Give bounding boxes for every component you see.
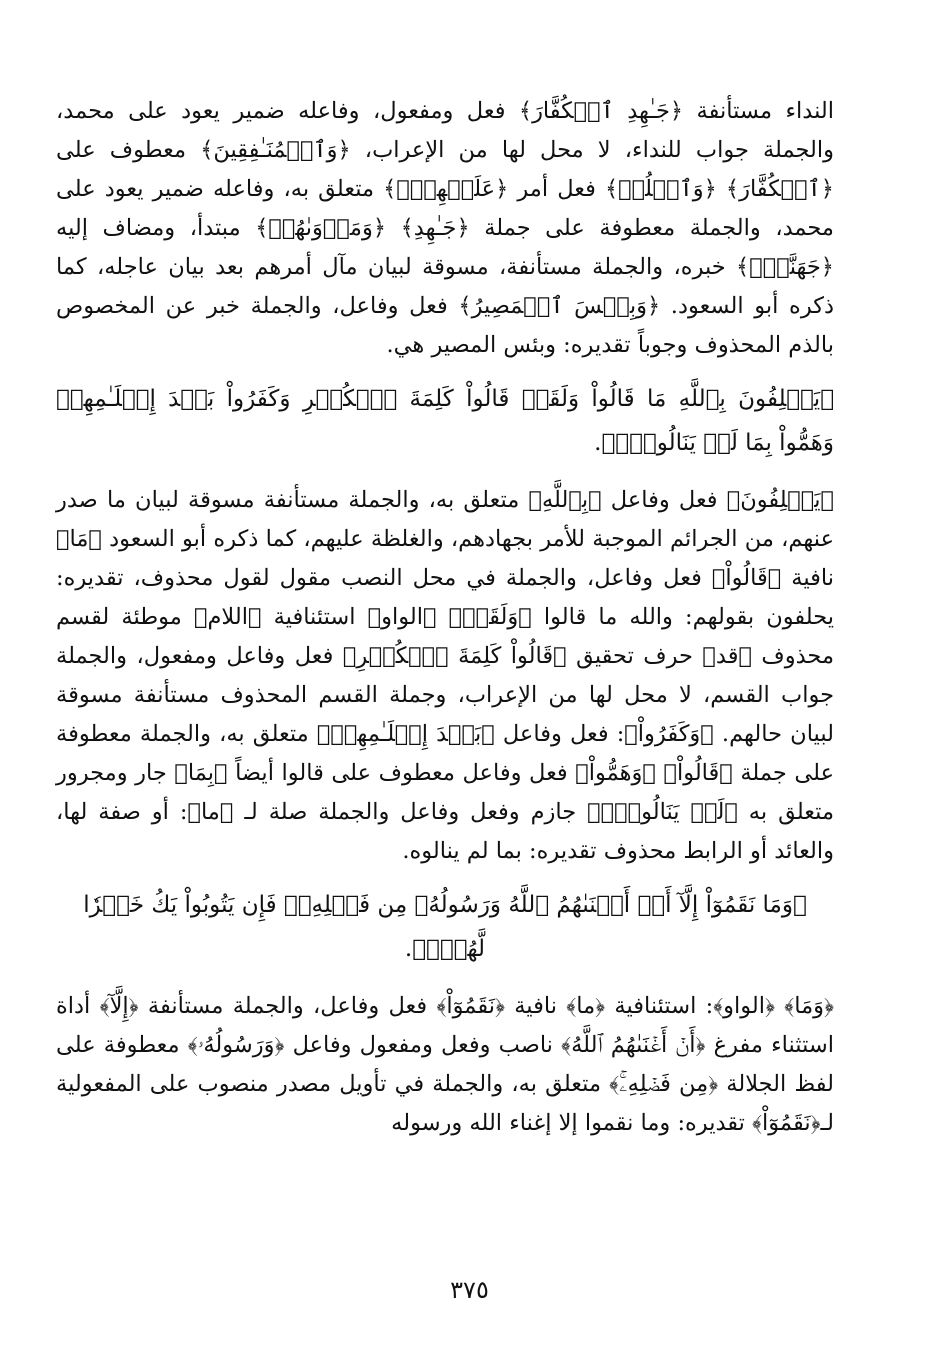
quran-verse-1: ﴿يَحۡلِفُونَ بِٱللَّهِ مَا قَالُواْ وَلَقَدۡ قَالُواْ كَلِمَةَ ٱلۡكُفۡرِ وَكَفَرُواْ بَعۡدَ إِسۡلَـٰمِهِمۡ وَهَمُّواْ بِمَا لَمۡ يَنَالُواْۚ﴾. <box>56 386 834 456</box>
page-number: ٣٧٥ <box>450 1276 489 1304</box>
quran-verse-2: ﴿وَمَا نَقَمُوٓاْ إِلَّآ أَنۡ أَغۡنَىٰهُمُ ٱللَّهُ وَرَسُولُهُۥ مِن فَضۡلِهِۦۚ فَإِن يَتُوبُواْ يَكُ خَيۡرٗا لَّهُمۡۖ﴾. <box>83 892 807 962</box>
paragraph-grammar-2: ﴿يَحۡلِفُونَ﴾ فعل وفاعل ﴿بِٱللَّهِ﴾ متعلق به، والجملة مستأنفة مسوقة لبيان ما صدر عنهم، من الجرائم الموجبة للأمر بجهادهم، والغلظة عليهم، كما ذكره أبو السعود ﴿مَا﴾ نافية ﴿قَالُواْ﴾ فعل وفاعل، والجملة في محل النصب مقول لقول محذوف، تقديره: يحلفون بقولهم: والله ما قالوا ﴿وَلَقَدۡ﴾ ﴿الواو﴾ استئنافية ﴿اللام﴾ موطئة لقسم محذوف ﴿قد﴾ حرف تحقيق ﴿قَالُواْ كَلِمَةَ ٱلۡكُفۡرِ﴾ فعل وفاعل ومفعول، والجملة جواب القسم، لا محل لها من الإعراب، وجملة القسم المحذوف مستأنفة مسوقة لبيان حالهم. ﴿وَكَفَرُواْ﴾: فعل وفاعل ﴿بَعۡدَ إِسۡلَـٰمِهِمۡ﴾ متعلق به، والجملة معطوفة على جملة ﴿قَالُواْ﴾ ﴿وَهَمُّواْ﴾ فعل وفاعل معطوف على قالوا أيضاً ﴿بِمَا﴾ جار ومجرور متعلق به ﴿لَمۡ يَنَالُواْۚ﴾ جازم وفعل وفاعل والجملة صلة لـ ﴿ما﴾: أو صفة لها، والعائد أو الرابط محذوف تقديره: بما لم ينالوه. <box>56 487 834 864</box>
page-body <box>56 92 834 1143</box>
paragraph-grammar-1: النداء مستأنفة ﴿جَـٰهِدِ ٱلۡكُفَّارَ﴾ فعل ومفعول، وفاعله ضمير يعود على محمد، والجملة جواب للنداء، لا محل لها من الإعراب، ﴿وَٱلۡمُنَـٰفِقِينَ﴾ معطوف على ﴿ٱلۡكُفَّارَ﴾ ﴿وَٱغۡلُظۡ﴾ فعل أمر ﴿عَلَيۡهِمۡۚ﴾ متعلق به، وفاعله ضمير يعود على محمد، والجملة معطوفة على جملة ﴿جَـٰهِدِ﴾ ﴿وَمَأۡوَىٰهُمۡ﴾ مبتدأ، ومضاف إليه ﴿جَهَنَّمُۖ﴾ خبره، والجملة مستأنفة، مسوقة لبيان مآل أمرهم بعد بيان عاجله، كما ذكره أبو السعود. ﴿وَبِئۡسَ ٱلۡمَصِيرُ﴾ فعل وفاعل، والجملة خبر عن المخصوص بالذم المحذوف وجوباً تقديره: وبئس المصير هي. <box>56 98 834 358</box>
paragraph-grammar-3: ﴿وَمَا﴾ ﴿الواو﴾: استئنافية ﴿ما﴾ نافية ﴿نَقَمُوٓاْ﴾ فعل وفاعل، والجملة مستأنفة ﴿إِلَّآ﴾ أداة استثناء مفرغ ﴿أَنۡ أَغۡنَىٰهُمُ ٱللَّهُ﴾ ناصب وفعل ومفعول وفاعل ﴿وَرَسُولُهُۥ﴾ معطوفة على لفظ الجلالة ﴿مِن فَضۡلِهِۦۚ﴾ متعلق به، والجملة في تأويل مصدر منصوب على المفعولية لـ﴿نَقَمُوٓاْ﴾ تقديره: وما نقموا إلا إغناء الله ورسوله <box>56 993 834 1136</box>
